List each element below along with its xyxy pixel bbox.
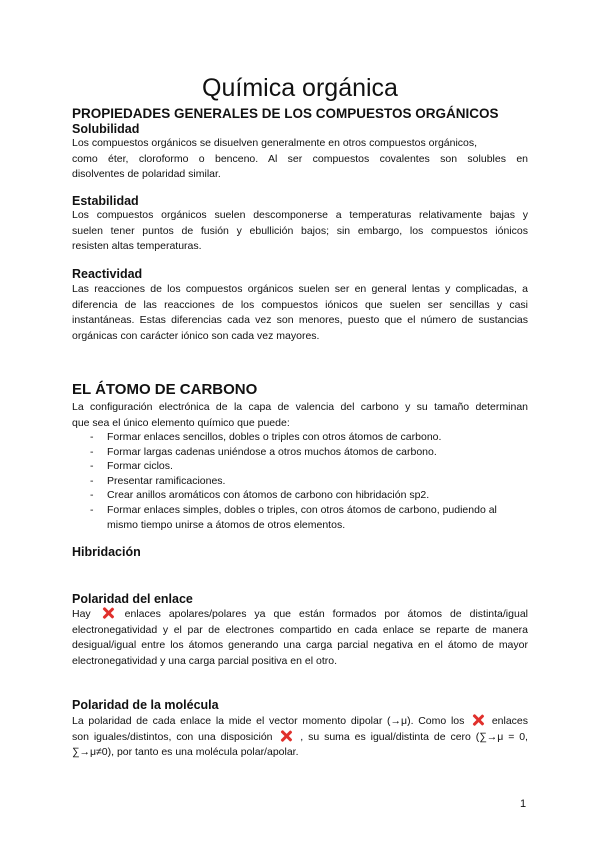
paragraph-polaridad-molecula: [72, 714, 528, 761]
paragraph-carbono-intro: [72, 400, 528, 431]
paragraph-polaridad-enlace: [72, 607, 528, 669]
paragraph-solubilidad: [72, 136, 528, 183]
section-heading-atomo-carbono: EL ÁTOMO DE CARBONO: [72, 381, 258, 398]
heading-polaridad-molecula: Polaridad de la molécula: [72, 698, 219, 712]
text-line: ∑→μ≠0), por tanto es una molécula polar/apolar.: [72, 746, 299, 758]
text-line: como éter, cloroformo o benceno. Al ser compuestos covalentes son solubles en: [72, 152, 528, 165]
text-line: que sea el único elemento químico que puede:: [72, 416, 290, 429]
red-x-mark-icon: [102, 607, 114, 619]
text-fragment: , su suma es igual/distinta de cero (∑→μ = 0,: [300, 730, 528, 743]
text-fragment: enlaces: [491, 715, 529, 727]
text-line: diferencia de las reacciones de los compuestos iónicos que suelen ser sencillas y casi: [72, 298, 528, 311]
text-line: suelen tener puntos de fusión y ebullición bajos; sin embargo, los compuestos iónicos: [72, 224, 528, 237]
page-title: Química orgánica: [202, 74, 398, 102]
text-line: [72, 607, 528, 623]
red-x-mark-icon: [472, 714, 484, 726]
heading-polaridad-enlace: Polaridad del enlace: [72, 592, 193, 606]
text-line: electronegatividad y una carga parcial positiva en el otro.: [72, 654, 337, 667]
text-line: La configuración electrónica de la capa de valencia del carbono y su tamaño determinan: [72, 401, 528, 413]
list-item: - Formar enlaces simples, dobles o triples, con otros átomos de carbono, pudiendo al mismo tiempo unirse a átomos de otros elementos.: [90, 503, 528, 532]
section-heading-propiedades: PROPIEDADES GENERALES DE LOS COMPUESTOS ORGÁNICOS: [72, 106, 499, 121]
red-x-mark-icon: [280, 730, 292, 742]
page-number: 1: [520, 798, 527, 810]
paragraph-reactividad: [72, 282, 528, 344]
text-line: resisten altas temperaturas.: [72, 240, 202, 252]
heading-reactividad: Reactividad: [72, 267, 143, 281]
text-line: electronegatividad y el par de electrones compartido en cada enlace se reparte de manera: [72, 623, 528, 636]
text-line: orgánicas con carácter iónico son cada vez mayores.: [72, 329, 320, 342]
text-fragment: Hay: [72, 608, 91, 620]
text-line: Los compuestos orgánicos se disuelven generalmente en otros compuestos orgánicos,: [72, 137, 478, 149]
heading-estabilidad: Estabilidad: [72, 194, 139, 208]
text-line: instantáneas. Estas diferencias cada vez son menores, puesto que el número de sustancias: [72, 314, 528, 326]
text-line: desigual/igual entre los átomos generando una carga parcial negativa en el átomo de mayor: [72, 639, 528, 651]
list-item: - Formar enlaces sencillos, dobles o triples con otros átomos de carbono.: [90, 430, 528, 445]
heading-solubilidad: Solubilidad: [72, 122, 140, 136]
text-line: Las reacciones de los compuestos orgánicos suelen ser en general lentas y complicadas, a: [72, 283, 528, 295]
list-item: - Crear anillos aromáticos con átomos de carbono con hibridación sp2.: [90, 488, 528, 503]
list-item: - Presentar ramificaciones.: [90, 474, 528, 489]
text-line: [72, 730, 528, 746]
text-line: disolventes de polaridad similar.: [72, 168, 221, 180]
paragraph-estabilidad: [72, 208, 528, 255]
text-line: Los compuestos orgánicos suelen descomponerse a temperaturas relativamente bajas y: [72, 209, 528, 221]
carbon-capabilities-list: [90, 430, 528, 532]
text-fragment: enlaces apolares/polares ya que están formados por átomos de distinta/igual: [124, 608, 528, 620]
heading-hibridacion: Hibridación: [72, 545, 141, 559]
text-fragment: La polaridad de cada enlace la mide el vector momento dipolar (→μ). Como los: [72, 715, 465, 727]
list-item: - Formar ciclos.: [90, 459, 528, 474]
list-item: - Formar largas cadenas uniéndose a otros muchos átomos de carbono.: [90, 445, 528, 460]
text-fragment: son iguales/distintos, con una disposición: [72, 730, 273, 743]
text-line: [72, 714, 528, 730]
